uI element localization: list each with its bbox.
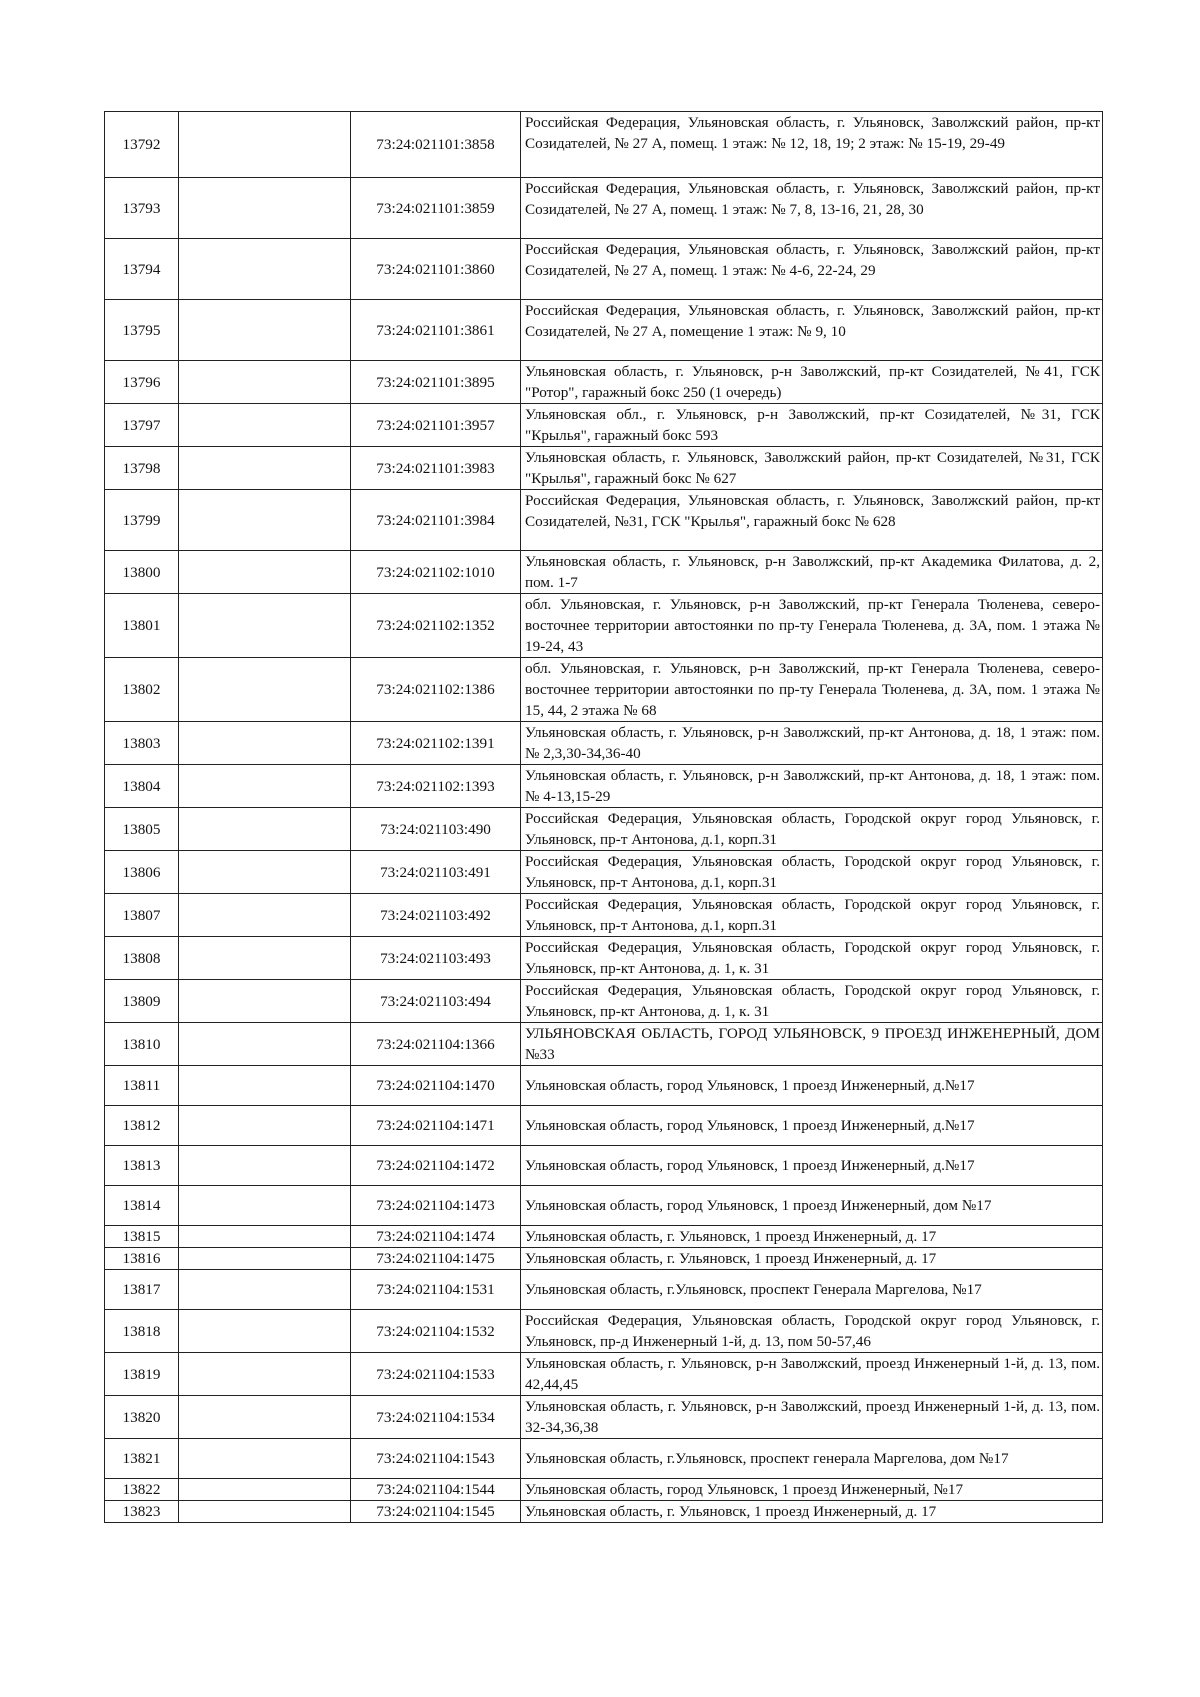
cadastral-number-cell: 73:24:021104:1474 xyxy=(351,1226,521,1248)
row-number-cell: 13803 xyxy=(105,722,179,765)
empty-cell xyxy=(179,1396,351,1439)
cadastral-number-cell: 73:24:021104:1471 xyxy=(351,1106,521,1146)
cadastral-number-cell: 73:24:021101:3858 xyxy=(351,112,521,178)
empty-cell xyxy=(179,178,351,239)
address-text: Российская Федерация, Ульяновская область, г. Ульяновск, Заволжский район, пр-кт Созидателей, № 27 А, помещ. 1 этаж: № 4-6, 22-24, 29 xyxy=(525,241,1100,279)
table-row xyxy=(105,1396,1103,1439)
row-number-cell: 13808 xyxy=(105,937,179,980)
table-row xyxy=(105,722,1103,765)
address-text: Ульяновская область, г. Ульяновск, р-н Заволжский, пр-кт Антонова, д. 18, 1 этаж: пом. № 4-13,15-29 xyxy=(525,767,1100,805)
address-text: Ульяновская обл., г. Ульяновск, р-н Заволжский, пр-кт Созидателей, №31, ГСК "Крылья", гаражный бокс 593 xyxy=(525,406,1100,444)
empty-cell xyxy=(179,658,351,722)
cadastral-number-cell: 73:24:021104:1472 xyxy=(351,1146,521,1186)
table-row xyxy=(105,1501,1103,1523)
table-row xyxy=(105,1479,1103,1501)
address-text: Ульяновская область, г. Ульяновск, 1 проезд Инженерный, д. 17 xyxy=(525,1228,937,1245)
row-number-cell: 13795 xyxy=(105,300,179,361)
address-cell xyxy=(521,1310,1103,1353)
cadastral-number-cell: 73:24:021102:1010 xyxy=(351,551,521,594)
property-registry-table xyxy=(104,111,1103,1523)
empty-cell xyxy=(179,300,351,361)
address-cell xyxy=(521,239,1103,300)
empty-cell xyxy=(179,490,351,551)
address-cell xyxy=(521,112,1103,178)
table-row xyxy=(105,490,1103,551)
registry-sheet xyxy=(104,111,1102,1523)
table-row xyxy=(105,1106,1103,1146)
table-row xyxy=(105,894,1103,937)
table-row xyxy=(105,447,1103,490)
address-text: Ульяновская область, г. Ульяновск, р-н Заволжский, пр-кт Антонова, д. 18, 1 этаж: пом. № 2,3,30-34,36-40 xyxy=(525,724,1100,762)
empty-cell xyxy=(179,851,351,894)
address-cell xyxy=(521,1501,1103,1523)
empty-cell xyxy=(179,1479,351,1501)
empty-cell xyxy=(179,937,351,980)
empty-cell xyxy=(179,1106,351,1146)
cadastral-number-cell: 73:24:021101:3983 xyxy=(351,447,521,490)
address-text: Российская Федерация, Ульяновская область, Городской округ город Ульяновск, г. Ульяновск, пр-т Антонова, д.1, корп.31 xyxy=(525,810,1100,848)
empty-cell xyxy=(179,1066,351,1106)
address-cell xyxy=(521,404,1103,447)
address-cell xyxy=(521,722,1103,765)
address-cell xyxy=(521,1396,1103,1439)
address-text: Ульяновская область, город Ульяновск, 1 проезд Инженерный, д.№17 xyxy=(525,1117,975,1134)
address-text: обл. Ульяновская, г. Ульяновск, р-н Заволжский, пр-кт Генерала Тюленева, северо-восточнее территории автостоянки по пр-ту Генерала Тюленева, д. 3А, пом. 1 этажа № 19-24, 43 xyxy=(525,596,1100,655)
table-row xyxy=(105,1146,1103,1186)
empty-cell xyxy=(179,765,351,808)
address-text: Ульяновская область, г. Ульяновск, 1 проезд Инженерный, д. 17 xyxy=(525,1503,937,1520)
row-number-cell: 13814 xyxy=(105,1186,179,1226)
address-cell xyxy=(521,808,1103,851)
cadastral-number-cell: 73:24:021104:1473 xyxy=(351,1186,521,1226)
table-row xyxy=(105,361,1103,404)
address-cell xyxy=(521,851,1103,894)
cadastral-number-cell: 73:24:021101:3895 xyxy=(351,361,521,404)
row-number-cell: 13797 xyxy=(105,404,179,447)
address-cell xyxy=(521,1186,1103,1226)
table-row xyxy=(105,1353,1103,1396)
row-number-cell: 13794 xyxy=(105,239,179,300)
row-number-cell: 13793 xyxy=(105,178,179,239)
address-text: Ульяновская область, г. Ульяновск, р-н Заволжский, пр-кт Созидателей, №41, ГСК "Ротор", гаражный бокс 250 (1 очередь) xyxy=(525,363,1100,401)
row-number-cell: 13792 xyxy=(105,112,179,178)
row-number-cell: 13816 xyxy=(105,1248,179,1270)
table-row xyxy=(105,851,1103,894)
address-cell xyxy=(521,658,1103,722)
address-cell xyxy=(521,300,1103,361)
empty-cell xyxy=(179,1310,351,1353)
address-cell xyxy=(521,594,1103,658)
cadastral-number-cell: 73:24:021102:1352 xyxy=(351,594,521,658)
address-text: Ульяновская область, город Ульяновск, 1 проезд Инженерный, №17 xyxy=(525,1481,964,1498)
row-number-cell: 13809 xyxy=(105,980,179,1023)
address-cell xyxy=(521,178,1103,239)
table-row xyxy=(105,808,1103,851)
empty-cell xyxy=(179,1439,351,1479)
address-cell xyxy=(521,1023,1103,1066)
address-text: Ульяновская область, г. Ульяновск, р-н Заволжский, проезд Инженерный 1-й, д. 13, пом. 42,44,45 xyxy=(525,1355,1100,1393)
address-text: Российская Федерация, Ульяновская область, Городской округ город Ульяновск, г. Ульяновск, пр-кт Антонова, д. 1, к. 31 xyxy=(525,939,1100,977)
empty-cell xyxy=(179,1146,351,1186)
row-number-cell: 13819 xyxy=(105,1353,179,1396)
cadastral-number-cell: 73:24:021104:1533 xyxy=(351,1353,521,1396)
cadastral-number-cell: 73:24:021101:3861 xyxy=(351,300,521,361)
address-text: Российская Федерация, Ульяновская область, Городской округ город Ульяновск, г. Ульяновск, пр-т Антонова, д.1, корп.31 xyxy=(525,853,1100,891)
address-cell xyxy=(521,937,1103,980)
empty-cell xyxy=(179,239,351,300)
address-text: Российская Федерация, Ульяновская область, г. Ульяновск, Заволжский район, пр-кт Созидателей, № 27 А, помещ. 1 этаж: № 12, 18, 19; 2 этаж: № 15-19, 29-49 xyxy=(525,114,1100,152)
address-cell xyxy=(521,1248,1103,1270)
address-cell xyxy=(521,1066,1103,1106)
cadastral-number-cell: 73:24:021101:3860 xyxy=(351,239,521,300)
row-number-cell: 13800 xyxy=(105,551,179,594)
row-number-cell: 13820 xyxy=(105,1396,179,1439)
table-row xyxy=(105,239,1103,300)
registry-table-body xyxy=(105,112,1103,1523)
empty-cell xyxy=(179,1353,351,1396)
table-row xyxy=(105,1066,1103,1106)
address-cell xyxy=(521,1439,1103,1479)
empty-cell xyxy=(179,404,351,447)
address-cell xyxy=(521,1106,1103,1146)
empty-cell xyxy=(179,1186,351,1226)
cadastral-number-cell: 73:24:021101:3957 xyxy=(351,404,521,447)
cadastral-number-cell: 73:24:021103:490 xyxy=(351,808,521,851)
table-row xyxy=(105,300,1103,361)
empty-cell xyxy=(179,1023,351,1066)
empty-cell xyxy=(179,1248,351,1270)
address-text: Ульяновская область, г. Ульяновск, 1 проезд Инженерный, д. 17 xyxy=(525,1250,937,1267)
address-cell xyxy=(521,1270,1103,1310)
cadastral-number-cell: 73:24:021104:1475 xyxy=(351,1248,521,1270)
row-number-cell: 13806 xyxy=(105,851,179,894)
table-row xyxy=(105,1270,1103,1310)
row-number-cell: 13817 xyxy=(105,1270,179,1310)
table-row xyxy=(105,765,1103,808)
address-text: обл. Ульяновская, г. Ульяновск, р-н Заволжский, пр-кт Генерала Тюленева, северо-восточнее территории автостоянки по пр-ту Генерала Тюленева, д. 3А, пом. 1 этажа № 15, 44, 2 этажа № 68 xyxy=(525,660,1100,719)
address-cell xyxy=(521,490,1103,551)
cadastral-number-cell: 73:24:021104:1470 xyxy=(351,1066,521,1106)
empty-cell xyxy=(179,1226,351,1248)
address-text: Российская Федерация, Ульяновская область, г. Ульяновск, Заволжский район, пр-кт Созидателей, № 27 А, помещ. 1 этаж: № 7, 8, 13-16, 21, 28, 30 xyxy=(525,180,1100,218)
empty-cell xyxy=(179,551,351,594)
row-number-cell: 13812 xyxy=(105,1106,179,1146)
empty-cell xyxy=(179,112,351,178)
cadastral-number-cell: 73:24:021104:1534 xyxy=(351,1396,521,1439)
table-row xyxy=(105,658,1103,722)
address-cell xyxy=(521,447,1103,490)
cadastral-number-cell: 73:24:021104:1544 xyxy=(351,1479,521,1501)
empty-cell xyxy=(179,980,351,1023)
row-number-cell: 13805 xyxy=(105,808,179,851)
row-number-cell: 13822 xyxy=(105,1479,179,1501)
address-text: УЛЬЯНОВСКАЯ ОБЛАСТЬ, ГОРОД УЛЬЯНОВСК, 9 ПРОЕЗД ИНЖЕНЕРНЫЙ, ДОМ №33 xyxy=(525,1025,1100,1063)
cadastral-number-cell: 73:24:021103:491 xyxy=(351,851,521,894)
row-number-cell: 13807 xyxy=(105,894,179,937)
empty-cell xyxy=(179,594,351,658)
empty-cell xyxy=(179,1501,351,1523)
table-row xyxy=(105,937,1103,980)
address-text: Ульяновская область, г. Ульяновск, Заволжский район, пр-кт Созидателей, №31, ГСК "Крылья", гаражный бокс № 627 xyxy=(525,449,1100,487)
address-text: Ульяновская область, г.Ульяновск, проспект Генерала Маргелова, №17 xyxy=(525,1281,982,1298)
empty-cell xyxy=(179,1270,351,1310)
address-text: Ульяновская область, г. Ульяновск, р-н Заволжский, пр-кт Академика Филатова, д. 2, пом. 1-7 xyxy=(525,553,1100,591)
cadastral-number-cell: 73:24:021102:1391 xyxy=(351,722,521,765)
address-text: Российская Федерация, Ульяновская область, г. Ульяновск, Заволжский район, пр-кт Созидателей, № 27 А, помещение 1 этаж: № 9, 10 xyxy=(525,302,1100,340)
address-text: Российская Федерация, Ульяновская область, Городской округ город Ульяновск, г. Ульяновск, пр-д Инженерный 1-й, д. 13, пом 50-57,46 xyxy=(525,1312,1100,1350)
address-cell xyxy=(521,980,1103,1023)
address-cell xyxy=(521,1226,1103,1248)
address-text: Ульяновская область, город Ульяновск, 1 проезд Инженерный, дом №17 xyxy=(525,1197,992,1214)
table-row xyxy=(105,1186,1103,1226)
row-number-cell: 13804 xyxy=(105,765,179,808)
row-number-cell: 13818 xyxy=(105,1310,179,1353)
table-row xyxy=(105,594,1103,658)
table-row xyxy=(105,551,1103,594)
empty-cell xyxy=(179,808,351,851)
empty-cell xyxy=(179,447,351,490)
table-row xyxy=(105,404,1103,447)
address-cell xyxy=(521,765,1103,808)
address-text: Ульяновская область, г. Ульяновск, р-н Заволжский, проезд Инженерный 1-й, д. 13, пом. 32-34,36,38 xyxy=(525,1398,1100,1436)
row-number-cell: 13799 xyxy=(105,490,179,551)
address-cell xyxy=(521,1479,1103,1501)
table-row xyxy=(105,178,1103,239)
address-cell xyxy=(521,1146,1103,1186)
table-row xyxy=(105,1023,1103,1066)
table-row xyxy=(105,1248,1103,1270)
table-row xyxy=(105,1439,1103,1479)
cadastral-number-cell: 73:24:021103:492 xyxy=(351,894,521,937)
cadastral-number-cell: 73:24:021104:1366 xyxy=(351,1023,521,1066)
address-cell xyxy=(521,894,1103,937)
address-text: Ульяновская область, город Ульяновск, 1 проезд Инженерный, д.№17 xyxy=(525,1077,975,1094)
row-number-cell: 13823 xyxy=(105,1501,179,1523)
address-cell xyxy=(521,551,1103,594)
cadastral-number-cell: 73:24:021104:1532 xyxy=(351,1310,521,1353)
cadastral-number-cell: 73:24:021104:1531 xyxy=(351,1270,521,1310)
cadastral-number-cell: 73:24:021104:1545 xyxy=(351,1501,521,1523)
empty-cell xyxy=(179,722,351,765)
address-text: Ульяновская область, г.Ульяновск, проспект генерала Маргелова, дом №17 xyxy=(525,1450,1009,1467)
row-number-cell: 13810 xyxy=(105,1023,179,1066)
address-text: Российская Федерация, Ульяновская область, Городской округ город Ульяновск, г. Ульяновск, пр-т Антонова, д.1, корп.31 xyxy=(525,896,1100,934)
row-number-cell: 13796 xyxy=(105,361,179,404)
table-row xyxy=(105,112,1103,178)
address-cell xyxy=(521,1353,1103,1396)
table-row xyxy=(105,980,1103,1023)
cadastral-number-cell: 73:24:021103:493 xyxy=(351,937,521,980)
row-number-cell: 13813 xyxy=(105,1146,179,1186)
address-text: Российская Федерация, Ульяновская область, г. Ульяновск, Заволжский район, пр-кт Созидателей, №31, ГСК "Крылья", гаражный бокс № 628 xyxy=(525,492,1100,530)
cadastral-number-cell: 73:24:021101:3984 xyxy=(351,490,521,551)
empty-cell xyxy=(179,894,351,937)
cadastral-number-cell: 73:24:021103:494 xyxy=(351,980,521,1023)
row-number-cell: 13811 xyxy=(105,1066,179,1106)
empty-cell xyxy=(179,361,351,404)
cadastral-number-cell: 73:24:021102:1386 xyxy=(351,658,521,722)
row-number-cell: 13798 xyxy=(105,447,179,490)
row-number-cell: 13802 xyxy=(105,658,179,722)
address-cell xyxy=(521,361,1103,404)
cadastral-number-cell: 73:24:021104:1543 xyxy=(351,1439,521,1479)
address-text: Российская Федерация, Ульяновская область, Городской округ город Ульяновск, г. Ульяновск, пр-кт Антонова, д. 1, к. 31 xyxy=(525,982,1100,1020)
cadastral-number-cell: 73:24:021102:1393 xyxy=(351,765,521,808)
cadastral-number-cell: 73:24:021101:3859 xyxy=(351,178,521,239)
row-number-cell: 13821 xyxy=(105,1439,179,1479)
row-number-cell: 13801 xyxy=(105,594,179,658)
row-number-cell: 13815 xyxy=(105,1226,179,1248)
address-text: Ульяновская область, город Ульяновск, 1 проезд Инженерный, д.№17 xyxy=(525,1157,975,1174)
table-row xyxy=(105,1226,1103,1248)
table-row xyxy=(105,1310,1103,1353)
